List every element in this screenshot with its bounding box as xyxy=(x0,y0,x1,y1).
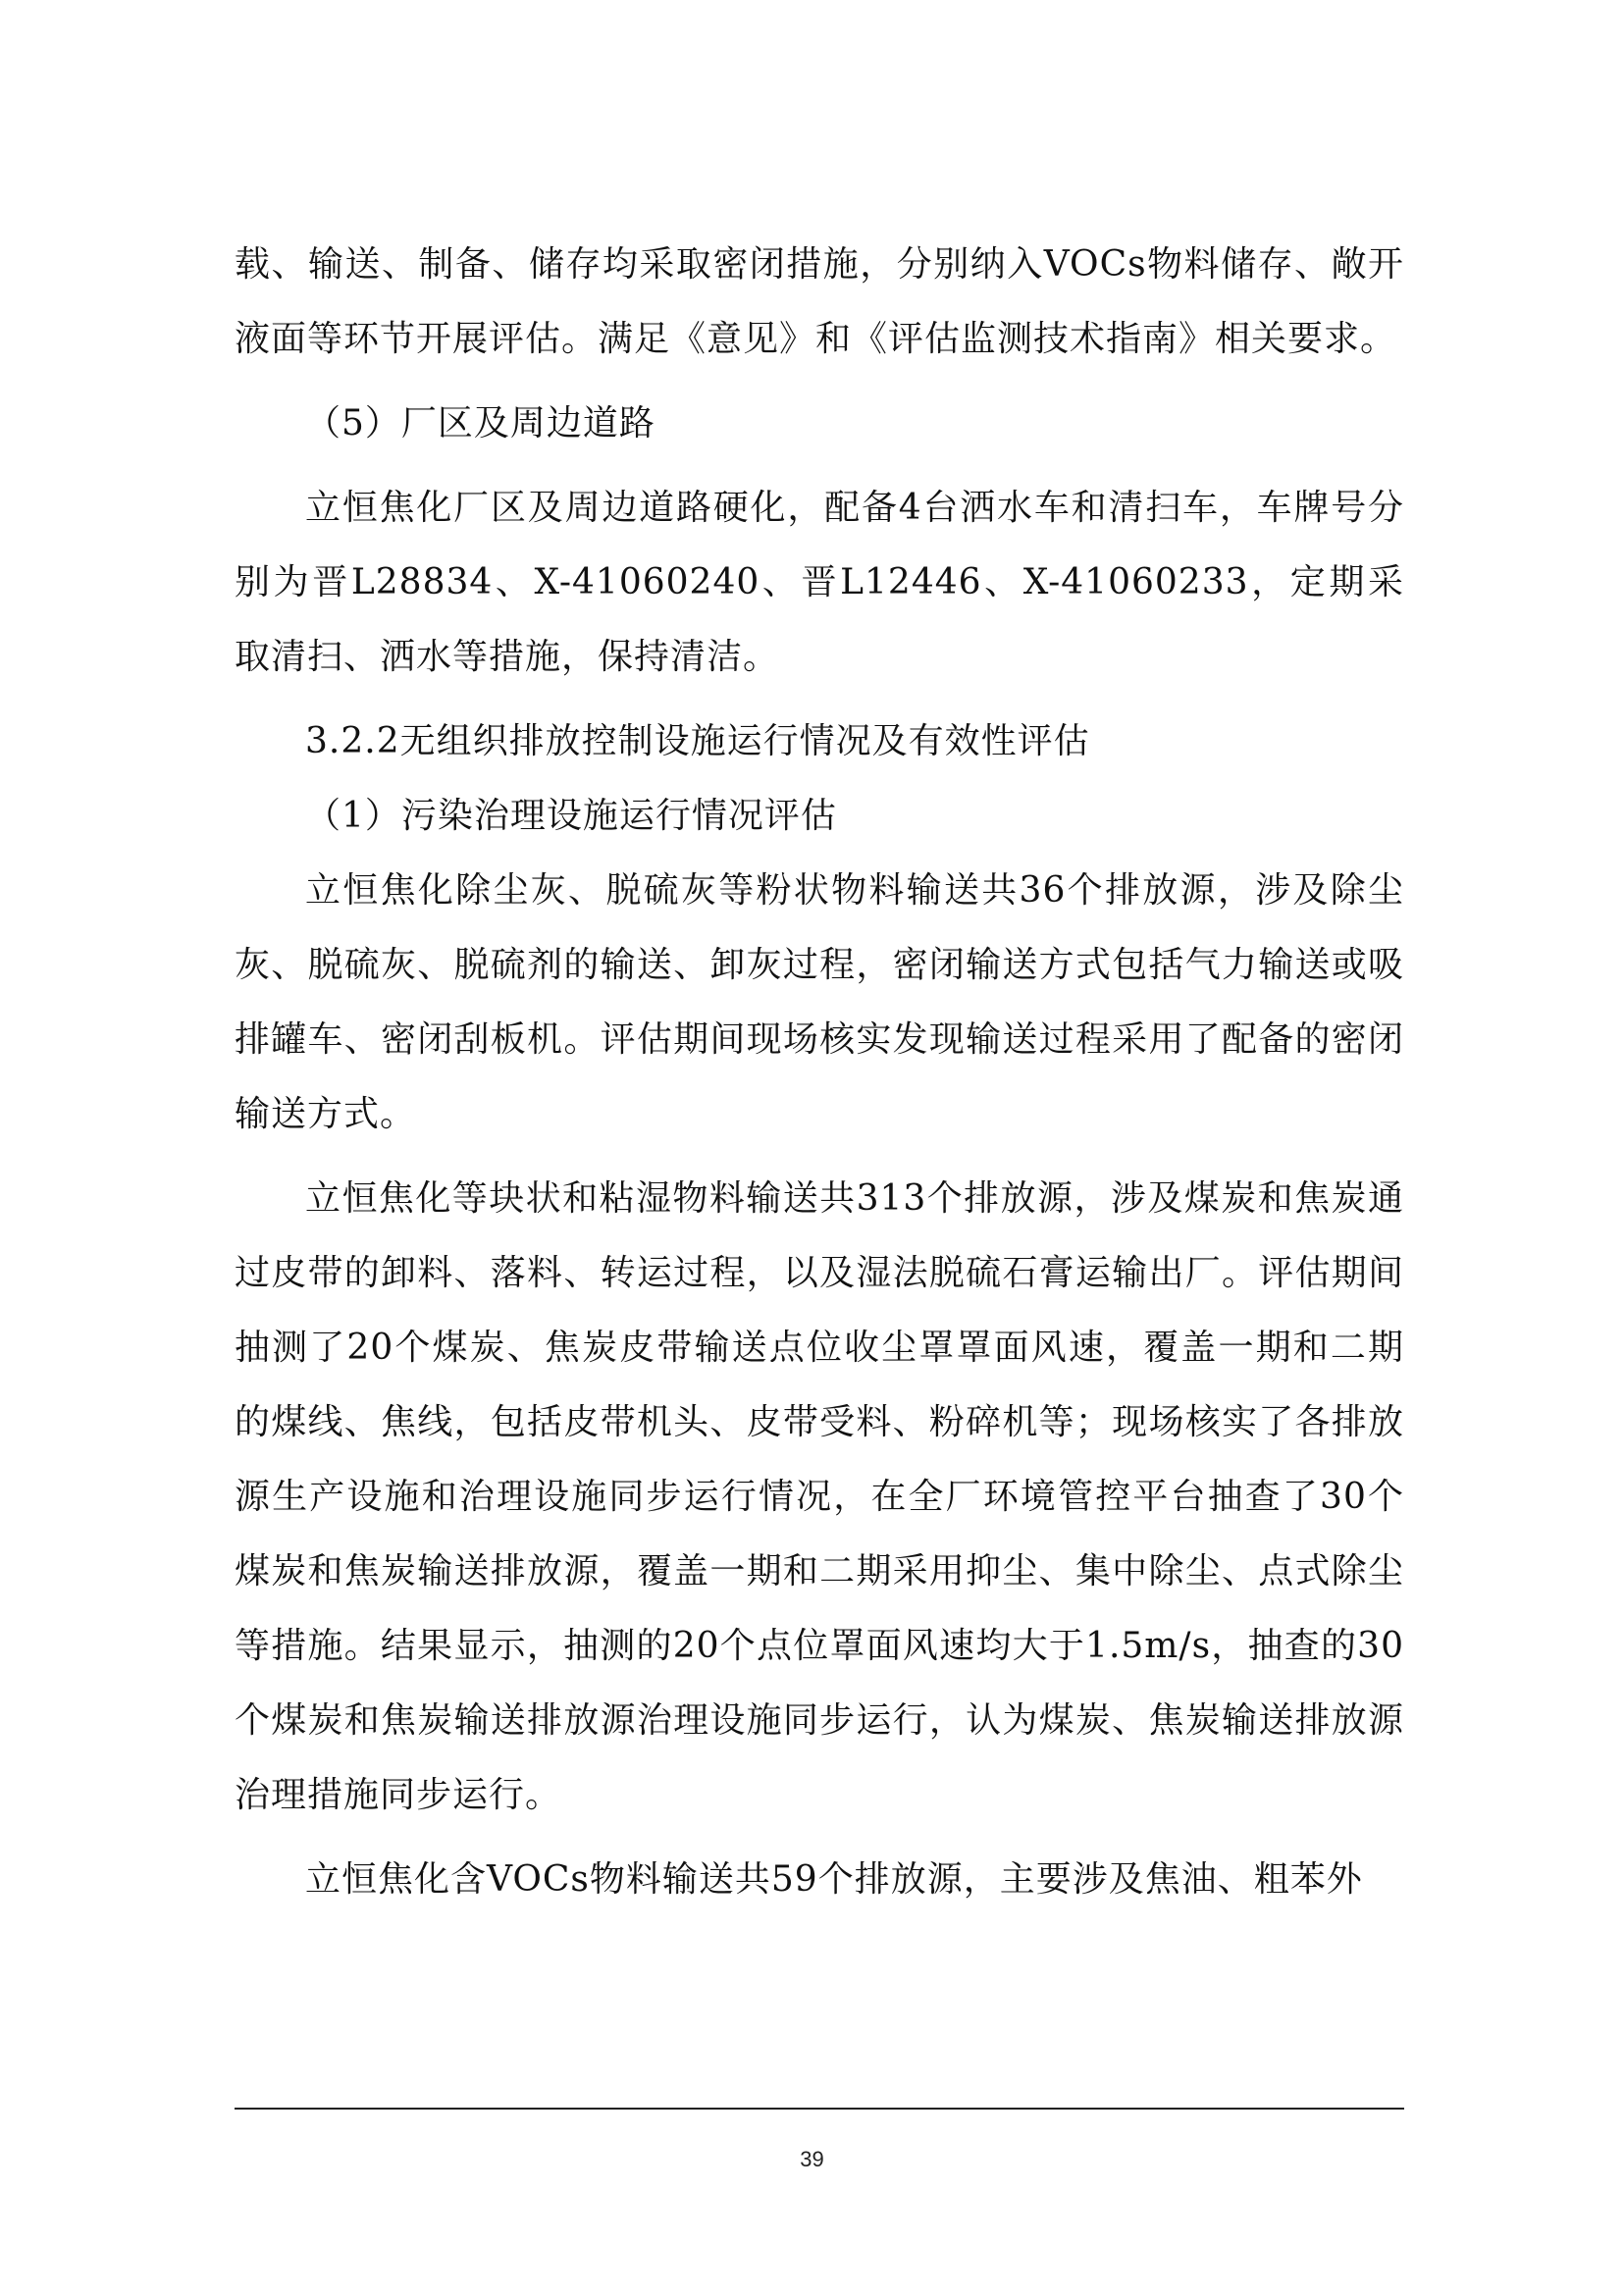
section-heading-3-2-2: 3.2.2无组织排放控制设施运行情况及有效性评估 xyxy=(305,721,1090,761)
section-heading-roads: （5）厂区及周边道路 xyxy=(305,403,655,443)
paragraph-gap xyxy=(235,377,1404,387)
footer-divider xyxy=(235,2108,1404,2110)
page-body xyxy=(235,228,1404,1917)
paragraph-gap xyxy=(235,1152,1404,1162)
subsection-heading-1: （1）污染治理设施运行情况评估 xyxy=(305,796,837,836)
paragraph-continued: 载、输送、制备、储存均采取密闭措施，分别纳入VOCs物料储存、敞开液面等环节开展评估。满足《意见》和《评估监测技术指南》相关要求。 xyxy=(235,244,1404,359)
paragraph-gap xyxy=(235,695,1404,704)
paragraph-bulk-transport: 立恒焦化等块状和粘湿物料输送共313个排放源，涉及煤炭和焦炭通过皮带的卸料、落料、转运过程，以及湿法脱硫石膏运输出厂。评估期间抽测了20个煤炭、焦炭皮带输送点位收尘罩罩面风速，覆盖一期和二期的煤线、焦线，包括皮带机头、皮带受料、粉碎机等；现场核实了各排放源生产设施和治理设施同步运行情况，在全厂环境管控平台抽查了30个煤炭和焦炭输送排放源，覆盖一期和二期采用抑尘、集中除尘、点式除尘等措施。结果显示，抽测的20个点位罩面风速均大于1.5m/s，抽查的30个煤炭和焦炭输送排放源治理设施同步运行，认为煤炭、焦炭输送排放源治理措施同步运行。 xyxy=(235,1178,1404,1815)
paragraph-roads: 立恒焦化厂区及周边道路硬化，配备4台洒水车和清扫车，车牌号分别为晋L28834、X-41060240、晋L12446、X-41060233，定期采取清扫、洒水等措施，保持清洁。 xyxy=(235,488,1404,677)
paragraph-gap xyxy=(235,1833,1404,1843)
paragraph-vocs-transport: 立恒焦化含VOCs物料输送共59个排放源，主要涉及焦油、粗苯外 xyxy=(305,1859,1363,1900)
page-number: 39 xyxy=(800,2147,824,2171)
paragraph-gap xyxy=(235,461,1404,471)
paragraph-powder-transport: 立恒焦化除尘灰、脱硫灰等粉状物料输送共36个排放源，涉及除尘灰、脱硫灰、脱硫剂的输送、卸灰过程，密闭输送方式包括气力输送或吸排罐车、密闭刮板机。评估期间现场核实发现输送过程采用了配备的密闭输送方式。 xyxy=(235,870,1404,1134)
